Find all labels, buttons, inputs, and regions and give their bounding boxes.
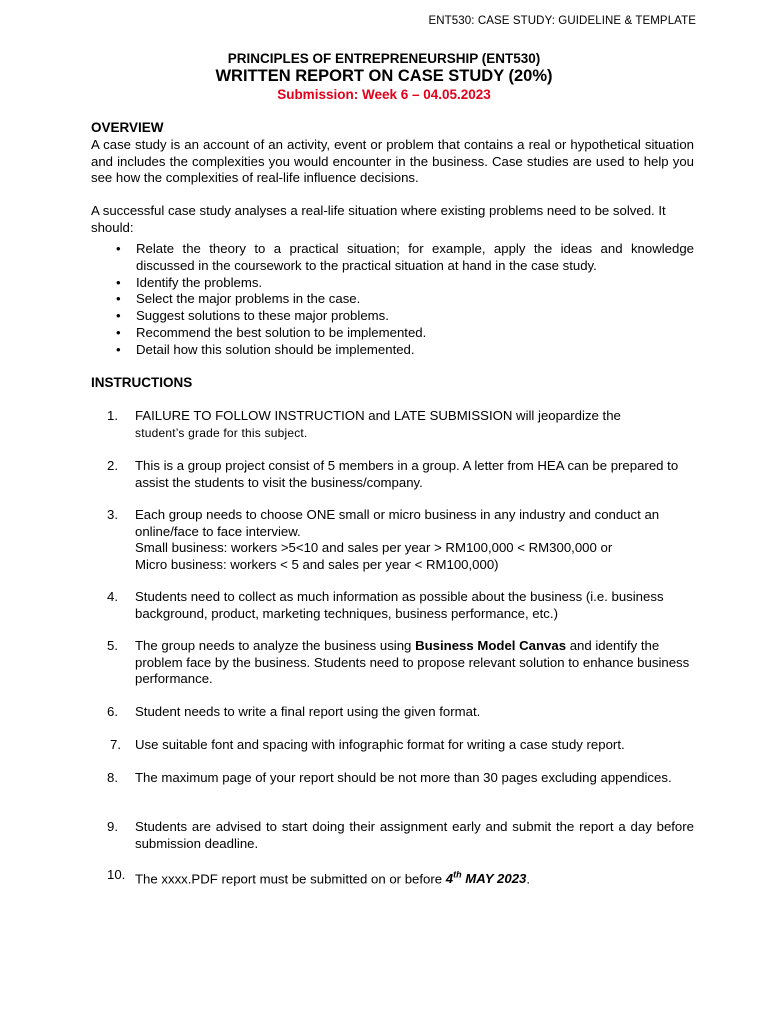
instruction-item-2	[107, 458, 694, 491]
item-text-part: and identify the problem face by the business. Students need to propose relevant solution to enhance business performance.	[135, 638, 690, 687]
deadline-month: MAY 2023	[461, 871, 527, 887]
item-text-part: .	[526, 871, 531, 887]
instructions-heading: INSTRUCTIONS	[91, 375, 193, 390]
item-text: The maximum page of your report should be not more than 30 pages excluding appendices.	[135, 770, 672, 785]
item-text: Use suitable font and spacing with infographic format for writing a case study report.	[135, 737, 625, 752]
item-number: 8.	[107, 770, 118, 785]
small-business-definition: Small business: workers >5<10 and sales per year > RM100,000 < RM300,000 or	[135, 540, 613, 556]
instruction-item-7	[110, 737, 697, 754]
item-text-part: The xxxx.PDF report must be submitted on or before	[135, 871, 446, 887]
item-text-continued: student’s grade for this subject.	[135, 425, 308, 440]
item-text: Student needs to write a final report using the given format.	[135, 704, 481, 719]
item-text: This is a group project consist of 5 members in a group. A letter from HEA can be prepared to assist the students to visit the business/company.	[135, 458, 679, 490]
item-number: 1.	[107, 408, 118, 423]
list-item: • Suggest solutions to these major problems.	[116, 308, 694, 325]
item-number: 2.	[107, 458, 118, 473]
submission-date: Submission: Week 6 – 04.05.2023	[277, 87, 491, 102]
item-number: 9.	[107, 819, 118, 834]
instruction-item-6	[107, 704, 694, 721]
item-number: 6.	[107, 704, 118, 719]
list-item: • Recommend the best solution to be implemented.	[116, 325, 694, 342]
list-item: • Detail how this solution should be implemented.	[116, 342, 694, 359]
instruction-item-3	[107, 507, 694, 573]
item-number: 7.	[110, 737, 121, 752]
deadline-day: 4	[445, 871, 454, 887]
item-text	[135, 867, 694, 888]
business-model-canvas-label: Business Model Canvas	[415, 638, 567, 653]
report-title: WRITTEN REPORT ON CASE STUDY (20%)	[215, 67, 553, 85]
title-block	[0, 50, 768, 104]
deadline-day-suffix: th	[453, 870, 462, 880]
item-number: 10.	[107, 867, 126, 882]
item-text-part: The group needs to analyze the business using	[135, 638, 416, 653]
instruction-item-10	[107, 867, 694, 888]
overview-paragraph-2: A successful case study analyses a real-life situation where existing problems need to be solved. It should:	[91, 203, 666, 235]
instruction-item-4	[107, 589, 694, 622]
item-text: Students need to collect as much information as possible about the business (i.e. business background, product, marketing techniques, business performance, etc.)	[135, 589, 664, 621]
list-item: • Relate the theory to a practical situation; for example, apply the ideas and knowledge discussed in the coursework to the practical situation at hand in the case study.	[116, 241, 694, 275]
item-text: Students are advised to start doing their assignment early and submit the report a day before submission deadline.	[135, 819, 694, 851]
item-text	[135, 638, 694, 688]
list-item: • Select the major problems in the case.	[116, 291, 694, 308]
instruction-item-5	[107, 638, 694, 688]
running-header: ENT530: CASE STUDY: GUIDELINE & TEMPLATE	[428, 15, 696, 27]
item-text: Each group needs to choose ONE small or micro business in any industry and conduct an online/face to face interview.	[135, 507, 660, 539]
course-title: PRINCIPLES OF ENTREPRENEURSHIP (ENT530)	[227, 51, 541, 66]
micro-business-definition: Micro business: workers < 5 and sales per year < RM100,000)	[135, 556, 499, 572]
list-item: • Identify the problems.	[116, 275, 694, 292]
instruction-item-9	[107, 819, 694, 852]
instruction-item-8	[107, 770, 694, 787]
item-number: 4.	[107, 589, 118, 604]
overview-heading: OVERVIEW	[91, 120, 164, 135]
instruction-item-1	[107, 408, 694, 441]
item-number: 5.	[107, 638, 118, 653]
item-number: 3.	[107, 507, 118, 522]
overview-bullet-list	[116, 241, 694, 359]
overview-paragraph-1: A case study is an account of an activity, event or problem that contains a real or hypothetical situation and includes the complexities you would encounter in the business. Case studies are used to help you see how the complexities of real-life influence decisions.	[91, 136, 694, 186]
item-text: FAILURE TO FOLLOW INSTRUCTION and LATE SUBMISSION will jeopardize the	[135, 408, 621, 423]
overview-section	[91, 120, 694, 187]
